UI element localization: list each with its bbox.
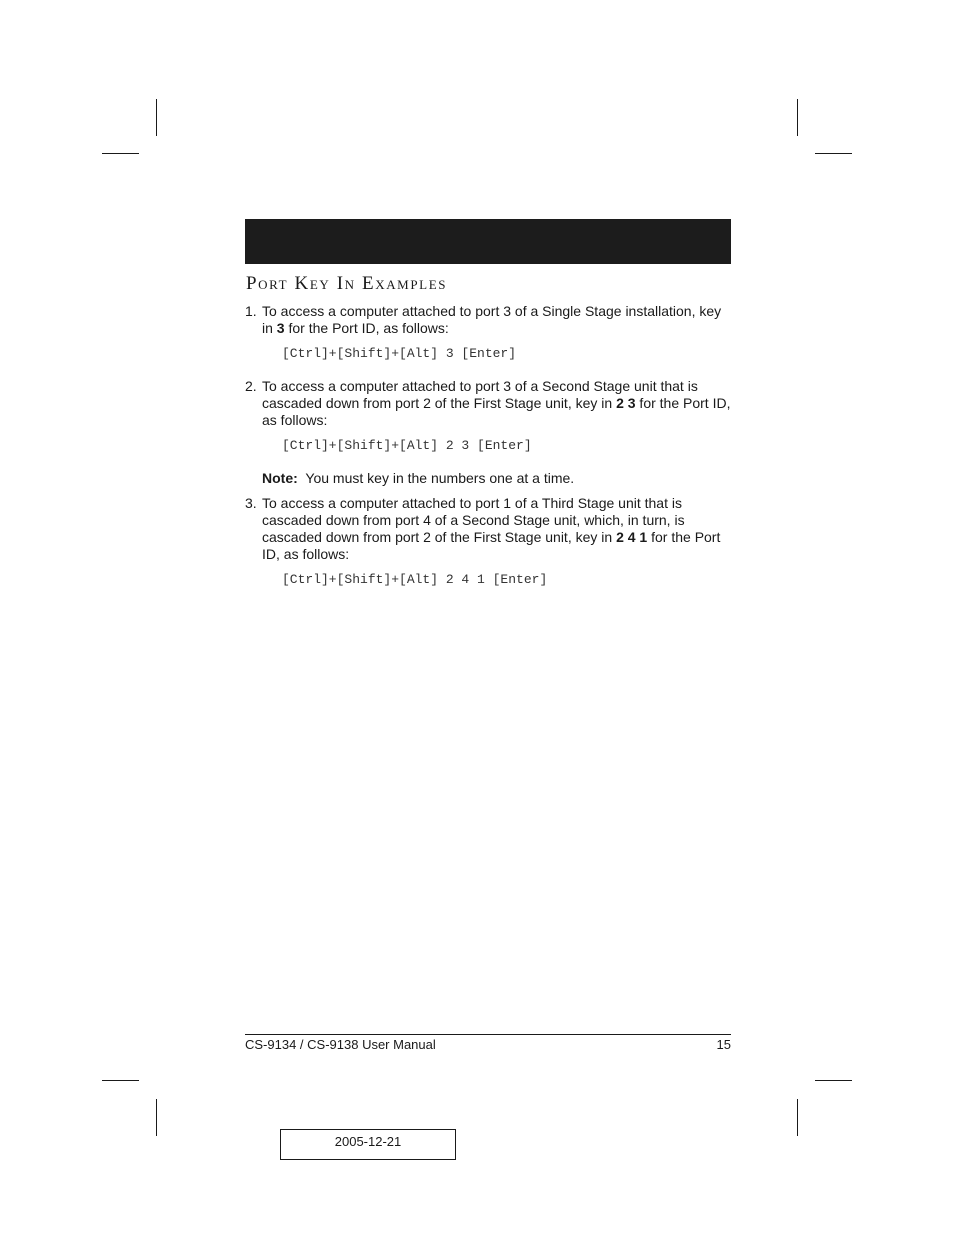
crop-mark [156, 1099, 157, 1136]
section-title: Port Key In Examples [246, 273, 448, 294]
crop-mark [102, 1080, 139, 1081]
crop-mark [102, 153, 139, 154]
crop-mark [815, 1080, 852, 1081]
item-number: 3. [245, 495, 257, 511]
item-number: 1. [245, 303, 257, 319]
list-item [245, 378, 731, 429]
content [245, 303, 731, 588]
code-example: [Ctrl]+[Shift]+[Alt] 2 3 [Enter] [282, 438, 532, 453]
crop-mark [815, 153, 852, 154]
code-example: [Ctrl]+[Shift]+[Alt] 3 [Enter] [282, 346, 517, 361]
page-number: 15 [716, 1037, 731, 1052]
note [245, 470, 731, 487]
item-text: To access a computer attached to port 3 of a Second Stage unit that is cascaded down from port 2 of the First Stage unit, key in 2 3 for the Port ID, as follows: [262, 378, 731, 428]
crop-mark [797, 1099, 798, 1136]
item-number: 2. [245, 378, 257, 394]
item-text: To access a computer attached to port 3 of a Single Stage installation, key in 3 for the Port ID, as follows: [262, 303, 722, 336]
footer-rule [245, 1034, 731, 1035]
code-example: [Ctrl]+[Shift]+[Alt] 2 4 1 [Enter] [282, 572, 548, 587]
note-label: Note: [262, 470, 298, 486]
note-text: You must key in the numbers one at a time. [305, 470, 575, 486]
manual-title: CS-9134 / CS-9138 User Manual [245, 1037, 436, 1052]
crop-mark [156, 99, 157, 136]
item-text: To access a computer attached to port 1 of a Third Stage unit that is cascaded down from port 4 of a Second Stage unit, which, in turn, is cascaded down from port 2 of the First Stage unit, key in 2 4 1 for the Port ID, as follows: [262, 495, 721, 562]
list-item [245, 303, 731, 337]
date-stamp: 2005-12-21 [280, 1129, 456, 1160]
header-bar [245, 219, 731, 264]
crop-mark [797, 99, 798, 136]
list-item [245, 495, 731, 563]
